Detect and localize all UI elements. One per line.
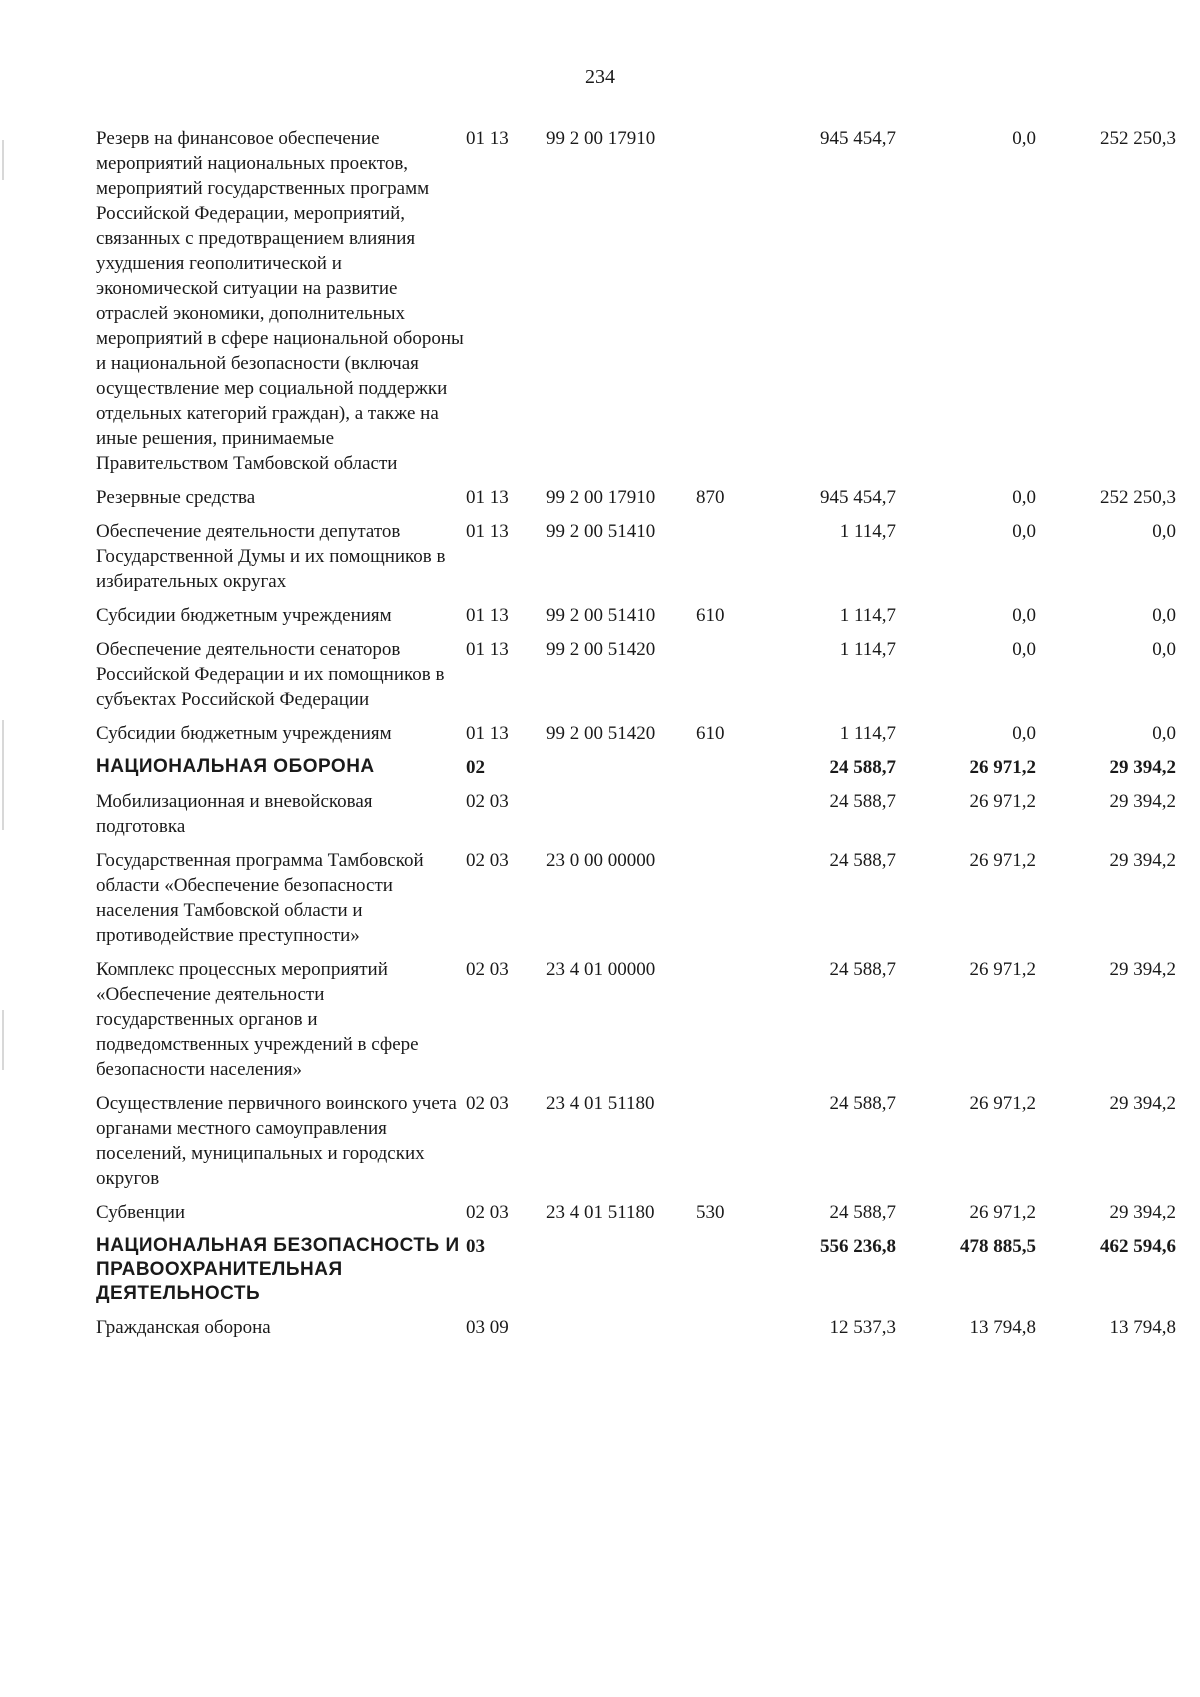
row-target-article: 99 2 00 51420 (546, 723, 656, 744)
row-amount-year-1: 945 454,7 (820, 487, 896, 508)
row-expense-type (696, 1091, 756, 1200)
row-section: 03 (466, 1236, 485, 1257)
row-section: 03 09 (466, 1317, 509, 1338)
row-section: 02 03 (466, 850, 509, 871)
row-amount-year-3: 29 394,2 (1109, 1202, 1176, 1223)
row-amount-year-1: 24 588,7 (829, 1202, 896, 1223)
row-amount-year-1: 24 588,7 (829, 791, 896, 812)
row-amount-year-2: 0,0 (1012, 723, 1036, 744)
table-row (96, 789, 1176, 848)
row-amount-year-3: 0,0 (1152, 521, 1176, 542)
table-row (96, 637, 1176, 721)
row-name: Комплекс процессных мероприятий «Обеспечение деятельности государственных органов и подведомственных учреждений в сфере безопасности населения» (96, 959, 419, 1080)
row-target-article (546, 789, 696, 848)
row-amount-year-1: 24 588,7 (829, 757, 896, 778)
table-row (96, 519, 1176, 603)
row-target-article (546, 755, 696, 789)
table-row (96, 1315, 1176, 1349)
scan-edge-mark (2, 720, 4, 830)
row-name: Гражданская оборона (96, 1317, 271, 1338)
table-row (96, 1200, 1176, 1234)
row-expense-type (696, 1315, 756, 1349)
row-section: 01 13 (466, 487, 509, 508)
table-row (96, 848, 1176, 957)
row-amount-year-2: 26 971,2 (969, 959, 1036, 980)
row-expense-type (696, 126, 756, 485)
row-expense-type (696, 637, 756, 721)
row-expense-type: 610 (696, 605, 725, 626)
row-section: 01 13 (466, 639, 509, 660)
row-amount-year-3: 462 594,6 (1100, 1236, 1176, 1257)
row-expense-type: 530 (696, 1202, 725, 1223)
row-section: 01 13 (466, 521, 509, 542)
row-target-article: 99 2 00 51410 (546, 605, 656, 626)
row-amount-year-1: 24 588,7 (829, 850, 896, 871)
row-amount-year-3: 0,0 (1152, 605, 1176, 626)
row-section: 02 03 (466, 1202, 509, 1223)
row-name: Резерв на финансовое обеспечение мероприятий национальных проектов, мероприятий государственных программ Российской Федерации, мероприятий, связанных с предотвращением влияния ухудшения геополитической и экономической ситуации на развитие отраслей экономики, дополнительных мероприятий в сфере национальной обороны и национальной безопасности (включая осуществление мер социальной поддержки отдельных категорий граждан), а также на иные решения, принимаемые Правительством Тамбовской области (96, 128, 464, 474)
row-amount-year-2: 0,0 (1012, 639, 1036, 660)
table-row (96, 603, 1176, 637)
row-name: Субсидии бюджетным учреждениям (96, 723, 392, 744)
row-section: 01 13 (466, 128, 509, 149)
row-expense-type: 610 (696, 723, 725, 744)
row-name: Осуществление первичного воинского учета органами местного самоуправления поселений, муниципальных и городских округов (96, 1093, 457, 1189)
row-section: 02 (466, 757, 485, 778)
table-row (96, 485, 1176, 519)
row-amount-year-3: 29 394,2 (1109, 757, 1176, 778)
row-expense-type (696, 789, 756, 848)
row-name: Обеспечение деятельности депутатов Государственной Думы и их помощников в избирательных округах (96, 521, 446, 592)
row-amount-year-3: 29 394,2 (1109, 850, 1176, 871)
row-amount-year-3: 29 394,2 (1109, 1093, 1176, 1114)
row-target-article: 99 2 00 17910 (546, 128, 656, 149)
row-expense-type (696, 519, 756, 603)
row-target-article: 99 2 00 17910 (546, 487, 656, 508)
row-target-article (546, 1234, 696, 1315)
row-amount-year-2: 0,0 (1012, 605, 1036, 626)
table-row (96, 1091, 1176, 1200)
row-amount-year-1: 1 114,7 (839, 605, 896, 626)
table-row (96, 1234, 1176, 1315)
row-target-article: 99 2 00 51410 (546, 521, 656, 542)
row-amount-year-1: 945 454,7 (820, 128, 896, 149)
row-amount-year-2: 26 971,2 (969, 1202, 1036, 1223)
row-section: 02 03 (466, 1093, 509, 1114)
row-amount-year-1: 556 236,8 (820, 1236, 896, 1257)
row-amount-year-1: 1 114,7 (839, 521, 896, 542)
page-number: 234 (585, 66, 615, 88)
row-amount-year-2: 13 794,8 (969, 1317, 1036, 1338)
row-amount-year-2: 26 971,2 (969, 757, 1036, 778)
row-expense-type (696, 848, 756, 957)
row-name: Обеспечение деятельности сенаторов Российской Федерации и их помощников в субъектах Российской Федерации (96, 639, 445, 710)
row-name: Субсидии бюджетным учреждениям (96, 605, 392, 626)
row-target-article (546, 1315, 696, 1349)
row-expense-type: 870 (696, 487, 725, 508)
row-amount-year-1: 12 537,3 (829, 1317, 896, 1338)
row-name: НАЦИОНАЛЬНАЯ ОБОРОНА (96, 756, 375, 777)
budget-table (96, 126, 1176, 1349)
row-amount-year-3: 29 394,2 (1109, 959, 1176, 980)
row-section: 02 03 (466, 791, 509, 812)
row-amount-year-3: 252 250,3 (1100, 128, 1176, 149)
row-section: 02 03 (466, 959, 509, 980)
row-amount-year-2: 0,0 (1012, 521, 1036, 542)
row-amount-year-2: 26 971,2 (969, 1093, 1036, 1114)
row-amount-year-2: 26 971,2 (969, 850, 1036, 871)
row-target-article: 99 2 00 51420 (546, 639, 656, 660)
table-row (96, 126, 1176, 485)
row-target-article: 23 0 00 00000 (546, 850, 656, 871)
row-amount-year-3: 29 394,2 (1109, 791, 1176, 812)
row-name: НАЦИОНАЛЬНАЯ БЕЗОПАСНОСТЬ И ПРАВООХРАНИТЕЛЬНАЯ ДЕЯТЕЛЬНОСТЬ (96, 1235, 460, 1304)
row-section: 01 13 (466, 723, 509, 744)
scan-edge-mark (2, 140, 4, 180)
row-amount-year-1: 1 114,7 (839, 639, 896, 660)
row-section: 01 13 (466, 605, 509, 626)
row-target-article: 23 4 01 51180 (546, 1202, 655, 1223)
row-target-article: 23 4 01 51180 (546, 1093, 655, 1114)
row-amount-year-3: 252 250,3 (1100, 487, 1176, 508)
row-name: Субвенции (96, 1202, 186, 1223)
table-row (96, 755, 1176, 789)
row-expense-type (696, 957, 756, 1091)
row-name: Мобилизационная и вневойсковая подготовка (96, 791, 373, 837)
row-amount-year-2: 26 971,2 (969, 791, 1036, 812)
row-amount-year-2: 0,0 (1012, 487, 1036, 508)
row-amount-year-3: 0,0 (1152, 639, 1176, 660)
row-name: Резервные средства (96, 487, 256, 508)
row-amount-year-2: 478 885,5 (960, 1236, 1036, 1257)
row-name: Государственная программа Тамбовской области «Обеспечение безопасности населения Тамбовской области и противодействие преступности» (96, 850, 424, 946)
scan-edge-mark (2, 1010, 4, 1070)
row-amount-year-2: 0,0 (1012, 128, 1036, 149)
row-amount-year-1: 24 588,7 (829, 1093, 896, 1114)
budget-table-body (96, 126, 1176, 1349)
row-amount-year-3: 0,0 (1152, 723, 1176, 744)
row-expense-type (696, 755, 756, 789)
row-target-article: 23 4 01 00000 (546, 959, 656, 980)
row-amount-year-1: 24 588,7 (829, 959, 896, 980)
row-amount-year-3: 13 794,8 (1109, 1317, 1176, 1338)
row-expense-type (696, 1234, 756, 1315)
table-row (96, 957, 1176, 1091)
table-row (96, 721, 1176, 755)
row-amount-year-1: 1 114,7 (839, 723, 896, 744)
